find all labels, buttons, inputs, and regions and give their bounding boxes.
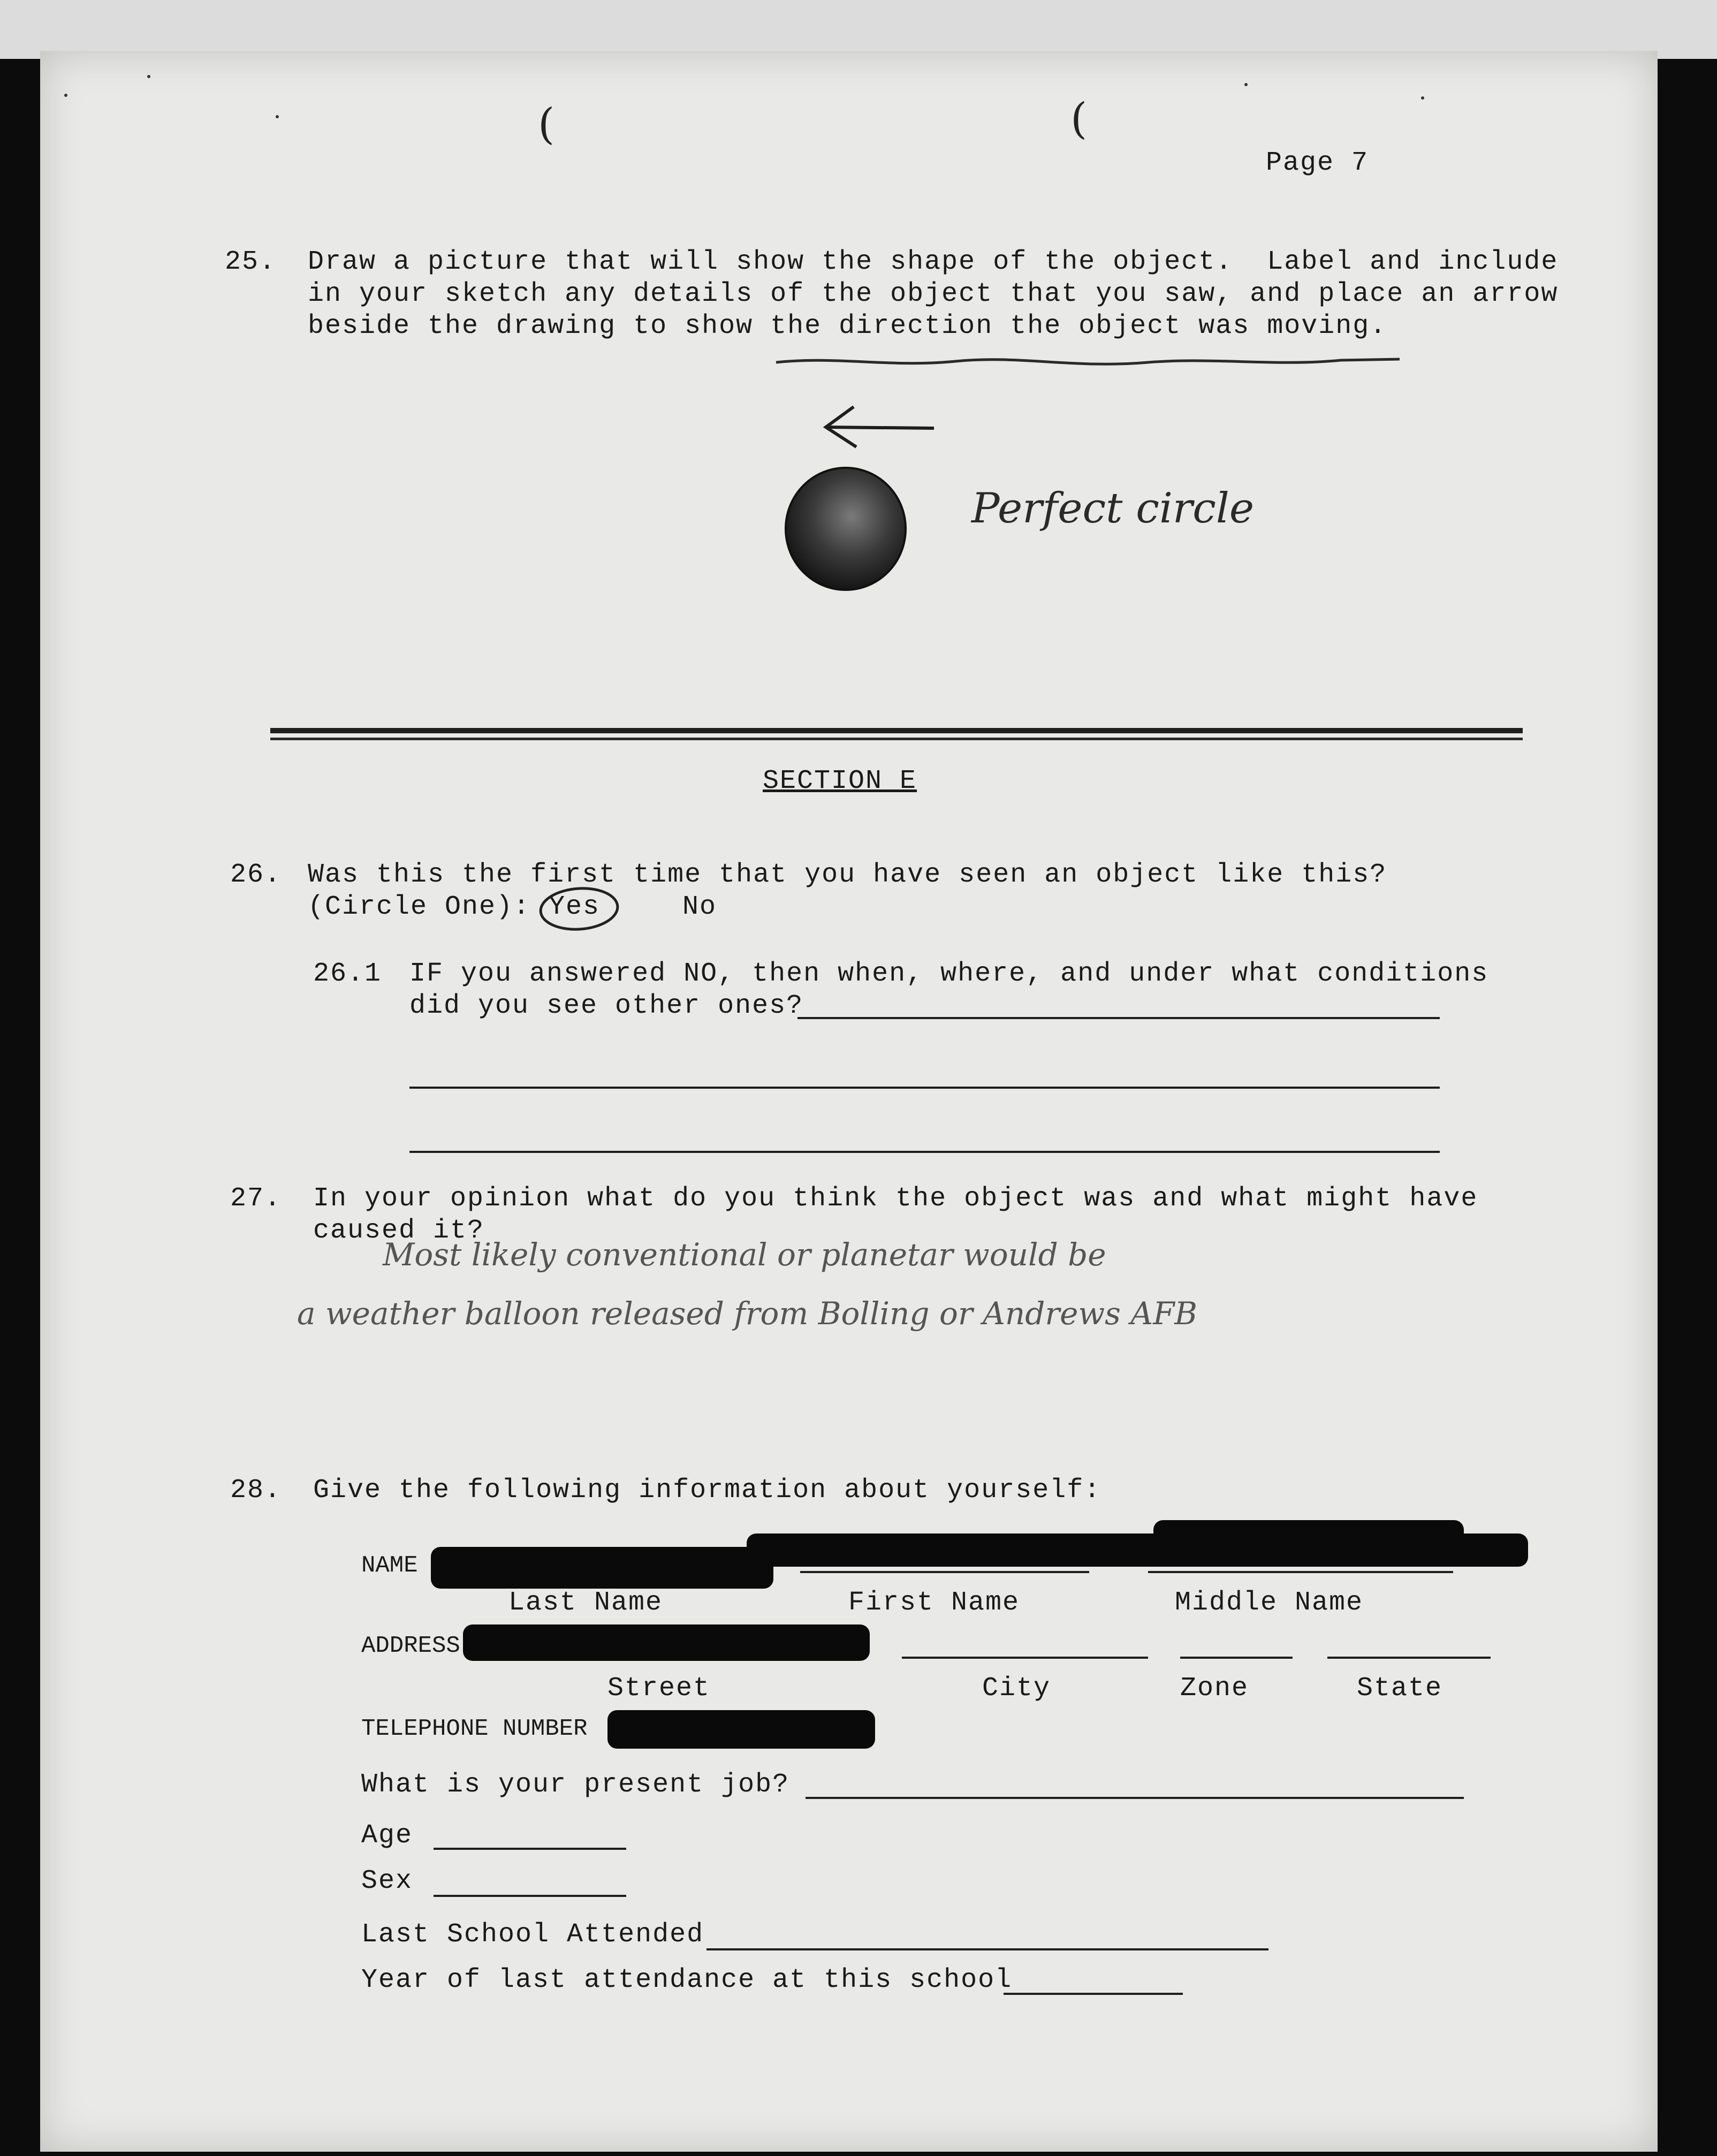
handdrawn-circle-yes-icon xyxy=(535,883,626,937)
sketch-label-handwritten: Perfect circle xyxy=(971,484,1254,533)
question-25-number: 25. xyxy=(225,247,277,277)
question-26-1-line-1: IF you answered NO, then when, where, and under what conditions xyxy=(409,959,1489,989)
left-arrow-icon xyxy=(816,396,945,455)
answer-line-26-1[interactable] xyxy=(409,1087,1440,1089)
document-page xyxy=(40,51,1658,2152)
scan-speck xyxy=(64,94,67,97)
redaction-bar xyxy=(431,1547,773,1589)
section-title: SECTION E xyxy=(763,766,917,796)
option-yes[interactable]: Yes xyxy=(549,892,601,922)
question-26-number: 26. xyxy=(230,860,282,890)
question-27-number: 27. xyxy=(230,1183,282,1214)
answer-line-26-1[interactable] xyxy=(797,1017,1440,1019)
city-line[interactable] xyxy=(902,1657,1148,1659)
telephone-label: TELEPHONE NUMBER xyxy=(361,1715,588,1742)
punch-mark: ( xyxy=(538,99,555,149)
question-25-line-2: in your sketch any details of the object that you saw, and place an arrow xyxy=(308,279,1559,309)
city-caption: City xyxy=(982,1673,1051,1704)
age-label: Age xyxy=(361,1820,413,1851)
year-last-attendance-line[interactable] xyxy=(1004,1993,1183,1995)
middle-name-caption: Middle Name xyxy=(1175,1588,1364,1618)
handwritten-answer-27-line-1: Most likely conventional or planetar would be xyxy=(383,1236,1106,1273)
last-school-label: Last School Attended xyxy=(361,1919,704,1950)
sex-line[interactable] xyxy=(434,1895,626,1897)
year-last-attendance-label: Year of last attendance at this school xyxy=(361,1965,1013,1995)
street-caption: Street xyxy=(607,1673,711,1704)
question-26-1-line-2: did you see other ones? xyxy=(409,991,804,1021)
punch-mark: ( xyxy=(1070,94,1088,143)
zone-line[interactable] xyxy=(1180,1657,1293,1659)
scan-background xyxy=(0,0,1717,59)
question-25-line-3: beside the drawing to show the direction the object was moving. xyxy=(308,311,1387,341)
section-divider xyxy=(270,728,1523,733)
section-divider xyxy=(270,738,1523,740)
present-job-label: What is your present job? xyxy=(361,1770,790,1800)
present-job-line[interactable] xyxy=(806,1797,1464,1799)
address-label: ADDRESS xyxy=(361,1633,460,1659)
state-line[interactable] xyxy=(1327,1657,1491,1659)
question-27-line-1: In your opinion what do you think the object was and what might have xyxy=(313,1183,1478,1214)
circle-one-prompt: (Circle One): xyxy=(308,892,531,922)
redaction-bar xyxy=(463,1624,870,1661)
handwritten-answer-27-line-2: a weather balloon released from Bolling or Andrews AFB xyxy=(297,1295,1198,1332)
question-28-number: 28. xyxy=(230,1475,282,1506)
redaction-bar xyxy=(1153,1520,1464,1550)
last-school-line[interactable] xyxy=(706,1948,1268,1950)
option-no[interactable]: No xyxy=(682,892,717,922)
question-26-1-number: 26.1 xyxy=(313,959,382,989)
object-sketch-circle-icon xyxy=(779,460,918,599)
name-label: NAME xyxy=(361,1552,418,1579)
answer-line-26-1[interactable] xyxy=(409,1151,1440,1153)
middle-name-line[interactable] xyxy=(1148,1571,1453,1573)
last-name-caption: Last Name xyxy=(508,1588,663,1618)
pen-underline xyxy=(773,351,1405,372)
question-25-line-1: Draw a picture that will show the shape of the object. Label and include xyxy=(308,247,1559,277)
sex-label: Sex xyxy=(361,1866,413,1896)
scan-speck xyxy=(1421,96,1424,100)
zone-caption: Zone xyxy=(1180,1673,1249,1704)
scan-speck xyxy=(276,115,279,118)
question-27-line-2: caused it? xyxy=(313,1216,485,1246)
scan-speck xyxy=(1244,83,1248,86)
scan-speck xyxy=(147,75,150,78)
age-line[interactable] xyxy=(434,1848,626,1850)
question-28-prompt: Give the following information about yourself: xyxy=(313,1475,1101,1506)
first-name-line[interactable] xyxy=(800,1571,1089,1573)
state-caption: State xyxy=(1357,1673,1443,1704)
first-name-caption: First Name xyxy=(848,1588,1020,1618)
redaction-bar xyxy=(607,1710,875,1749)
page-number: Page 7 xyxy=(1266,148,1369,178)
question-26-line-1: Was this the first time that you have seen an object like this? xyxy=(308,860,1387,890)
